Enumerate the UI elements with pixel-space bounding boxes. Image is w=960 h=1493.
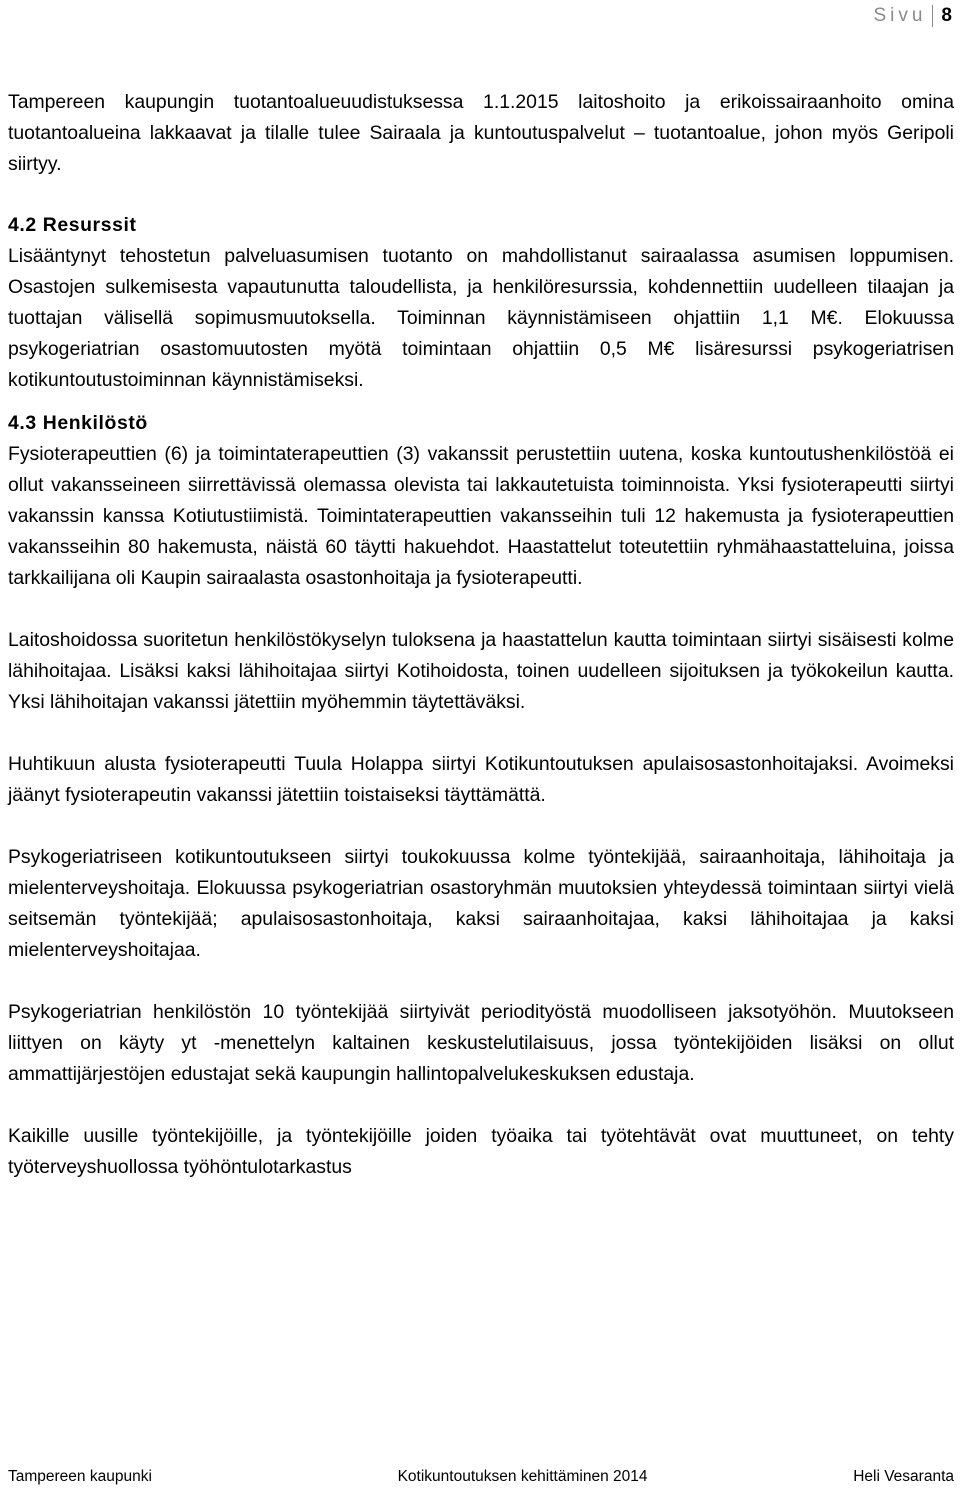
staff-paragraph: Psykogeriatrian henkilöstön 10 työntekijää siirtyivät periodityöstä muodolliseen jaksotyöhön. Muutokseen liittyen on käyty yt -menettelyn kaltainen keskustelutilaisuus, jossa työntekijöiden lisäksi on ollut ammattijärjestöjen edustajat sekä kaupungin hallintopalvelukeskuksen edustaja. [8, 1001, 954, 1085]
staff-paragraph: Kaikille uusille työntekijöille, ja työntekijöille joiden työaika tai työtehtävät ovat muuttuneet, on tehty työterveyshuollossa työhöntulotarkastus [8, 1125, 954, 1178]
document-body [8, 87, 954, 1183]
page-label: Sivu [873, 5, 927, 26]
staff-paragraph: Huhtikuun alusta fysioterapeutti Tuula Holappa siirtyi Kotikuntoutuksen apulaisosastonhoitajaksi. Avoimeksi jäänyt fysioterapeutin vakanssi jätettiin toistaiseksi täyttämättä. [8, 753, 954, 806]
section-heading-staff: 4.3 Henkilöstö [8, 412, 148, 434]
resources-paragraph: Lisääntynyt tehostetun palveluasumisen tuotanto on mahdollistanut sairaalassa asumisen loppumisen. Osastojen sulkemisesta vapautunutta taloudellista, ja henkilöresurssia, kohdennettiin uudelleen tilaajan ja tuottajan välisellä sopimusmuutoksella. Toiminnan käynnistämiseen ohjattiin 1,1 M€. Elokuussa psykogeriatrian osastomuutosten myötä toimintaan ohjattiin 0,5 M€ lisäresurssi psykogeriatrisen kotikuntoutustoiminnan käynnistämiseksi. [8, 245, 954, 391]
page-number: 8 [941, 5, 952, 26]
footer-organization: Tampereen kaupunki [8, 1468, 152, 1485]
footer-author: Heli Vesaranta [853, 1468, 954, 1485]
intro-paragraph: Tampereen kaupungin tuotantoalueuudistuksessa 1.1.2015 laitoshoito ja erikoissairaanhoito omina tuotantoalueina lakkaavat ja tilalle tulee Sairaala ja kuntoutuspalvelut – tuotantoalue, johon myös Geripoli siirtyy. [8, 91, 954, 175]
staff-paragraph: Psykogeriatriseen kotikuntoutukseen siirtyi toukokuussa kolme työntekijää, sairaanhoitaja, lähihoitaja ja mielenterveyshoitaja. Elokuussa psykogeriatrian osastoryhmän muutoksien yhteydessä toimintaan siirtyi vielä seitsemän työntekijää; apulaisosastonhoitaja, kaksi sairaanhoitajaa, kaksi lähihoitajaa ja kaksi mielenterveyshoitajaa. [8, 846, 954, 961]
section-heading-resources: 4.2 Resurssit [8, 214, 137, 236]
page-header [873, 0, 952, 32]
page-separator [932, 5, 933, 27]
staff-paragraph: Laitoshoidossa suoritetun henkilöstökyselyn tuloksena ja haastattelun kautta toimintaan siirtyi sisäisesti kolme lähihoitajaa. Lisäksi kaksi lähihoitajaa siirtyi Kotihoidosta, toinen uudelleen sijoituksen ja työkokeilun kautta. Yksi lähihoitajan vakanssi jätettiin myöhemmin täytettäväksi. [8, 629, 954, 713]
footer-document-title: Kotikuntoutuksen kehittäminen 2014 [397, 1468, 648, 1485]
staff-paragraph: Fysioterapeuttien (6) ja toimintaterapeuttien (3) vakanssit perustettiin uutena, koska kuntoutushenkilöstöä ei ollut vakansseineen siirrettävissä olemassa olevista tai lakkautetuista toiminnoista. Yksi fysioterapeutti siirtyi vakanssin kanssa Kotiutustiimistä. Toimintaterapeuttien vakansseihin tuli 12 hakemusta ja fysioterapeuttien vakansseihin 80 hakemusta, näistä 60 täytti hakuehdot. Haastattelut toteutettiin ryhmähaastatteluina, joissa tarkkailijana oli Kaupin sairaalasta osastonhoitaja ja fysioterapeutti. [8, 443, 954, 589]
page-footer [8, 1466, 954, 1488]
